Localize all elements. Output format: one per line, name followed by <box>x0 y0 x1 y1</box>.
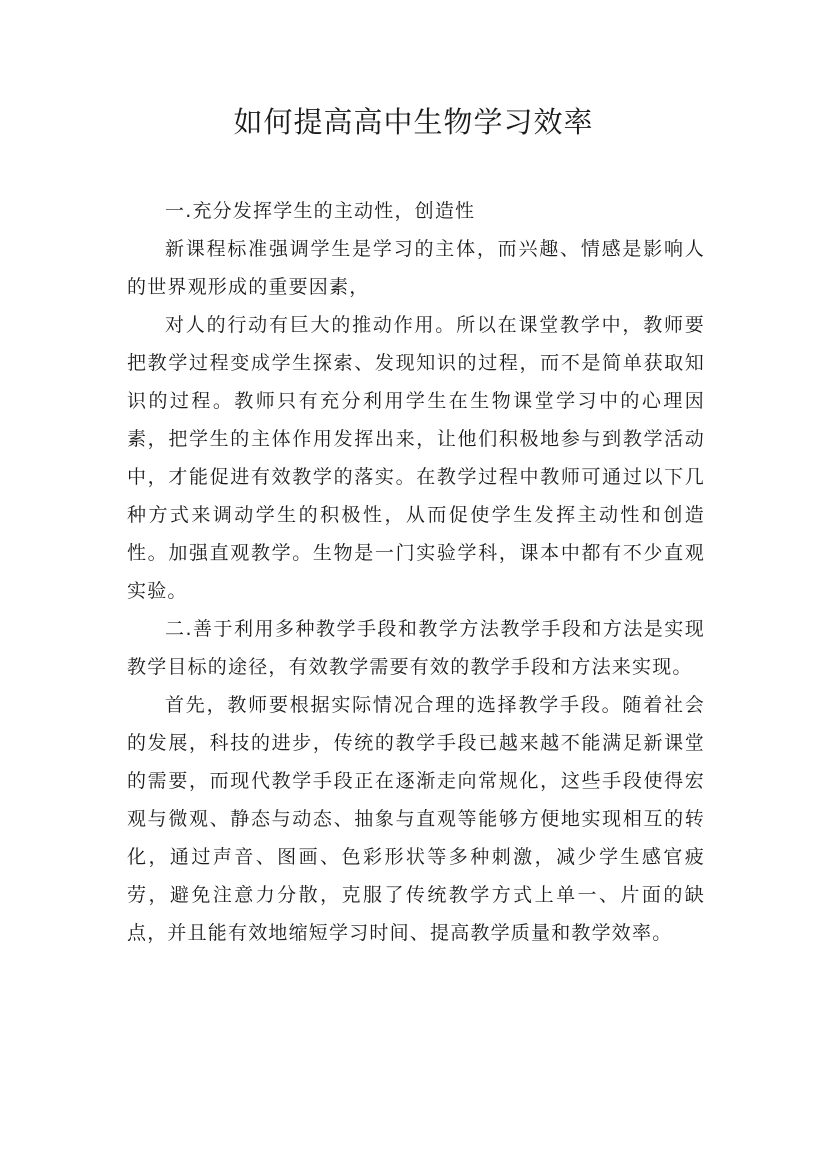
paragraph-heading-1: 一.充分发挥学生的主动性，创造性 <box>165 200 476 222</box>
paragraph: 新课程标准强调学生是学习的主体，而兴趣、情感是影响人的世界观形成的重要因素， <box>127 238 705 298</box>
paragraph: 对人的行动有巨大的推动作用。所以在课堂教学中，教师要把教学过程变成学生探索、发现知识的过程，而不是简单获取知识的过程。教师只有充分利用学生在生物课堂学习中的心理因素，把学生的主体作用发挥出来，让他们积极地参与到教学活动中，才能促进有效教学的落实。在教学过程中教师可通过以下几种方式来调动学生的积极性，从而促使学生发挥主动性和创造性。加强直观教学。生物是一门实验学科，课本中都有不少直观实验。 <box>127 314 705 602</box>
document-body <box>127 192 705 952</box>
document-title: 如何提高高中生物学习效率 <box>233 105 594 139</box>
paragraph-heading-2: 二.善于利用多种教学手段和教学方法教学手段和方法是实现教学目标的途径，有效教学需要有效的教学手段和方法来实现。 <box>127 618 705 678</box>
paragraph: 首先，教师要根据实际情况合理的选择教学手段。随着社会的发展，科技的进步，传统的教学手段已越来越不能满足新课堂的需要，而现代教学手段正在逐渐走向常规化，这些手段使得宏观与微观、静态与动态、抽象与直观等能够方便地实现相互的转化，通过声音、图画、色彩形状等多种刺激，减少学生感官疲劳，避免注意力分散，克服了传统教学方式上单一、片面的缺点，并且能有效地缩短学习时间、提高教学质量和教学效率。 <box>127 694 705 944</box>
